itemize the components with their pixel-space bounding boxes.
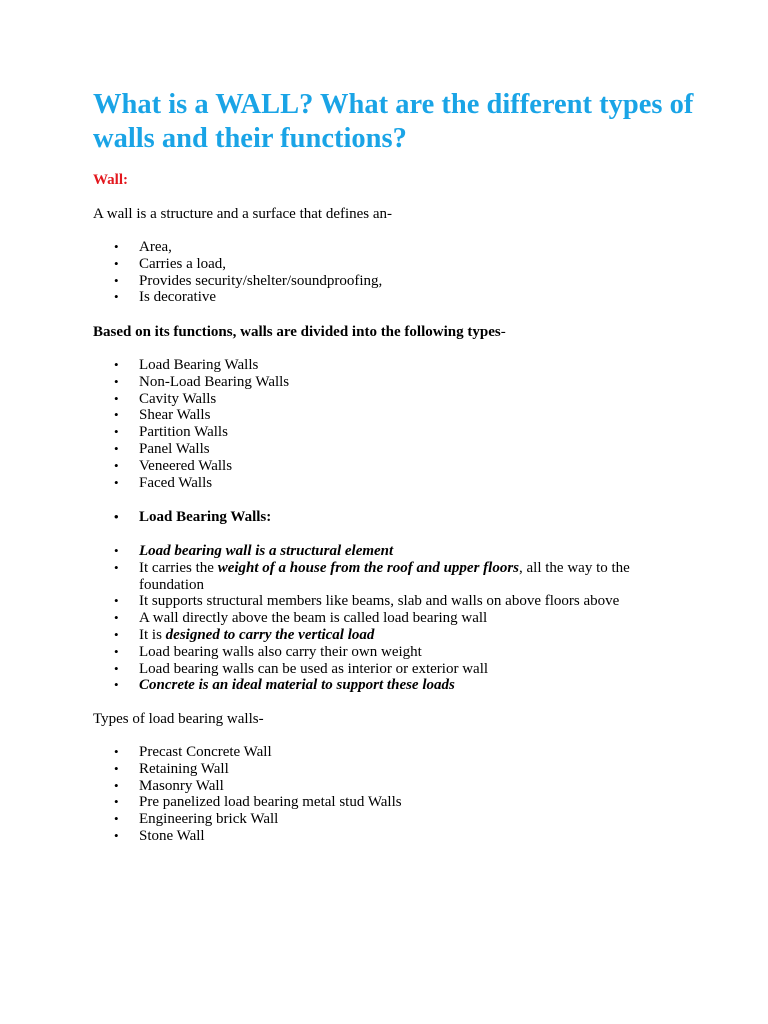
- list-item: • Load bearing walls also carry their own weight: [93, 644, 673, 661]
- wall-heading: Wall:: [93, 172, 129, 188]
- list-item: • Masonry Wall: [93, 778, 673, 795]
- list-item: • Panel Walls: [93, 441, 673, 458]
- list-item: • Is decorative: [93, 289, 673, 306]
- list-item: • Shear Walls: [93, 407, 673, 424]
- point-emphasis: weight of a house from the roof and upper floors: [217, 559, 520, 576]
- list-item: • Precast Concrete Wall: [93, 744, 673, 761]
- list-item: • Load bearing walls can be used as interior or exterior wall: [93, 661, 673, 678]
- list-item: • Faced Walls: [93, 475, 673, 492]
- list-item: • Partition Walls: [93, 424, 673, 441]
- list-item: • Carries a load,: [93, 256, 673, 273]
- point-text: It is: [139, 626, 166, 643]
- list-item: • Provides security/shelter/soundproofing,: [93, 273, 673, 290]
- list-item: • A wall directly above the beam is called load bearing wall: [93, 610, 673, 627]
- lbw-types-heading: Types of load bearing walls-: [93, 711, 264, 727]
- point-emphasis: designed to carry the vertical load: [165, 626, 375, 643]
- list-item: [93, 627, 673, 644]
- point-text: , all the way to the foundation: [139, 559, 630, 593]
- point-text: Concrete is an ideal material to support these loads: [139, 677, 455, 694]
- wall-types-list: [93, 357, 673, 491]
- list-item: • Veneered Walls: [93, 458, 673, 475]
- list-item: • Pre panelized load bearing metal stud Walls: [93, 794, 673, 811]
- types-heading: [93, 324, 506, 341]
- lbw-types-list: [93, 744, 673, 845]
- point-text: It carries the: [139, 559, 218, 576]
- defines-list: [93, 239, 673, 306]
- list-item: [93, 560, 673, 594]
- list-item: • Load Bearing Walls: [93, 357, 673, 374]
- list-item: • Retaining Wall: [93, 761, 673, 778]
- list-item: • Cavity Walls: [93, 391, 673, 408]
- point-text: Load bearing wall is a structural element: [139, 543, 394, 559]
- list-item: • Area,: [93, 239, 673, 256]
- list-item: [93, 543, 673, 560]
- list-item: [93, 677, 673, 694]
- section-heading: • Load Bearing Walls:: [93, 509, 673, 526]
- types-heading-text: Based on its functions, walls are divided into the following types: [93, 324, 501, 340]
- list-item: • Non-Load Bearing Walls: [93, 374, 673, 391]
- intro-paragraph: A wall is a structure and a surface that defines an-: [93, 206, 393, 222]
- page-title: What is a WALL? What are the different types of walls and their functions?: [93, 89, 694, 154]
- types-heading-dash: -: [500, 324, 506, 340]
- list-item: • It supports structural members like beams, slab and walls on above floors above: [93, 593, 673, 610]
- list-item: • Engineering brick Wall: [93, 811, 673, 828]
- load-bearing-points: [93, 543, 673, 694]
- list-item: • Stone Wall: [93, 828, 673, 845]
- section-heading-list: [93, 509, 673, 526]
